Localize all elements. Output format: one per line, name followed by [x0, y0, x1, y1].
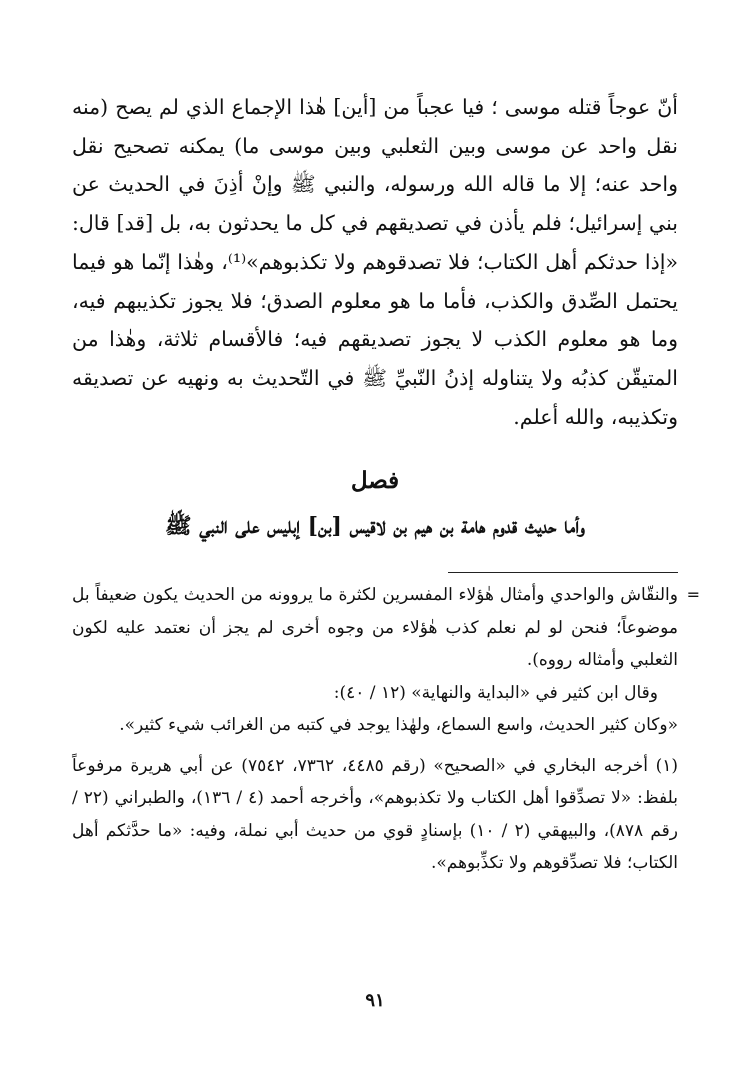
footnote-quote-text: «وكان كثير الحديث، واسع السماع، ولهٰذا يوجد في كتبه من الغرائب شيء كثير». [119, 715, 678, 736]
footnotes-block [72, 579, 700, 880]
book-page [72, 88, 700, 1092]
footnote-continuation [72, 579, 700, 677]
section-heading: وأما حديث قدوم هامة بن هيم بن لاقيس [بن] إبليس على النبي ﷺ [164, 513, 585, 540]
footnote-continuation-text: والنقّاش والواحدي وأمثال هٰؤلاء المفسرين لكثرة ما يروونه من الحديث يكون ضعيفاً بل موضوعاً؛ فنحن لو لم نعلم كذب هٰؤلاء من وجوه أخرى لم يجز أن نعتمد عليه لكون الثعلبي وأمثاله رووه). [72, 585, 678, 671]
footnote-divider [448, 572, 678, 573]
page-number: ٩١ [365, 990, 385, 1011]
main-paragraph: أنّ عوجاً قتله موسى ؛ فيا عجباً من [أين] هٰذا الإجماع الذي لم يصح (منه نقل واحد عن موسى وبين الثعلبي وبين موسى ما) يمكنه تصحيح نقل واحد عنه؛ إلا ما قاله الله ورسوله، والنبي ﷺ وإنْ أذِنَ في الحديث عن بني إسرائيل؛ فلم يأذن في تصديقهم في كل ما يحدثون به، بل [قد] قال: «إذا حدثكم أهل الكتاب؛ فلا تصدقوهم ولا تكذبوهم»⁽¹⁾، وهٰذا إنّما هو فيما يحتمل الصِّدق والكذب، فأما ما هو معلوم الصدق؛ فلا يجوز تكذيبهم فيه، وما هو معلوم الكذب لا يجوز تصديقهم فيه؛ فالأقسام ثلاثة، وهٰذا من المتيقّن كذبُه ولا يتناوله إذنُ النّبيِّ ﷺ في التّحديث به ونهيه عن تصديقه وتكذيبه، والله أعلم. [72, 95, 678, 429]
main-text-block [72, 88, 678, 436]
footnote-quote-intro: وقال ابن كثير في «البداية والنهاية» (١٢ / ٤٠): [333, 682, 658, 703]
footnote-gap [72, 742, 678, 750]
section-label: فصل [350, 467, 400, 495]
footnote-1: (١) أخرجه البخاري في «الصحيح» (رقم ٤٤٨٥، ٧٣٦٢، ٧٥٤٢) عن أبي هريرة مرفوعاً بلفظ: «لا تصدِّقوا أهل الكتاب ولا تكذبوهم»، وأخرجه أحمد (٤ / ١٣٦)، والطبراني (٢٢ / رقم ٨٧٨)، والبيهقي (٢ / ١٠) بإسنادٍ قوي من حديث أبي نملة، وفيه: «ما حدَّثكم أهل الكتاب؛ فلا تصدِّقوهم ولا تكذِّبوهم». [72, 755, 679, 874]
continuation-mark: = [686, 585, 700, 605]
